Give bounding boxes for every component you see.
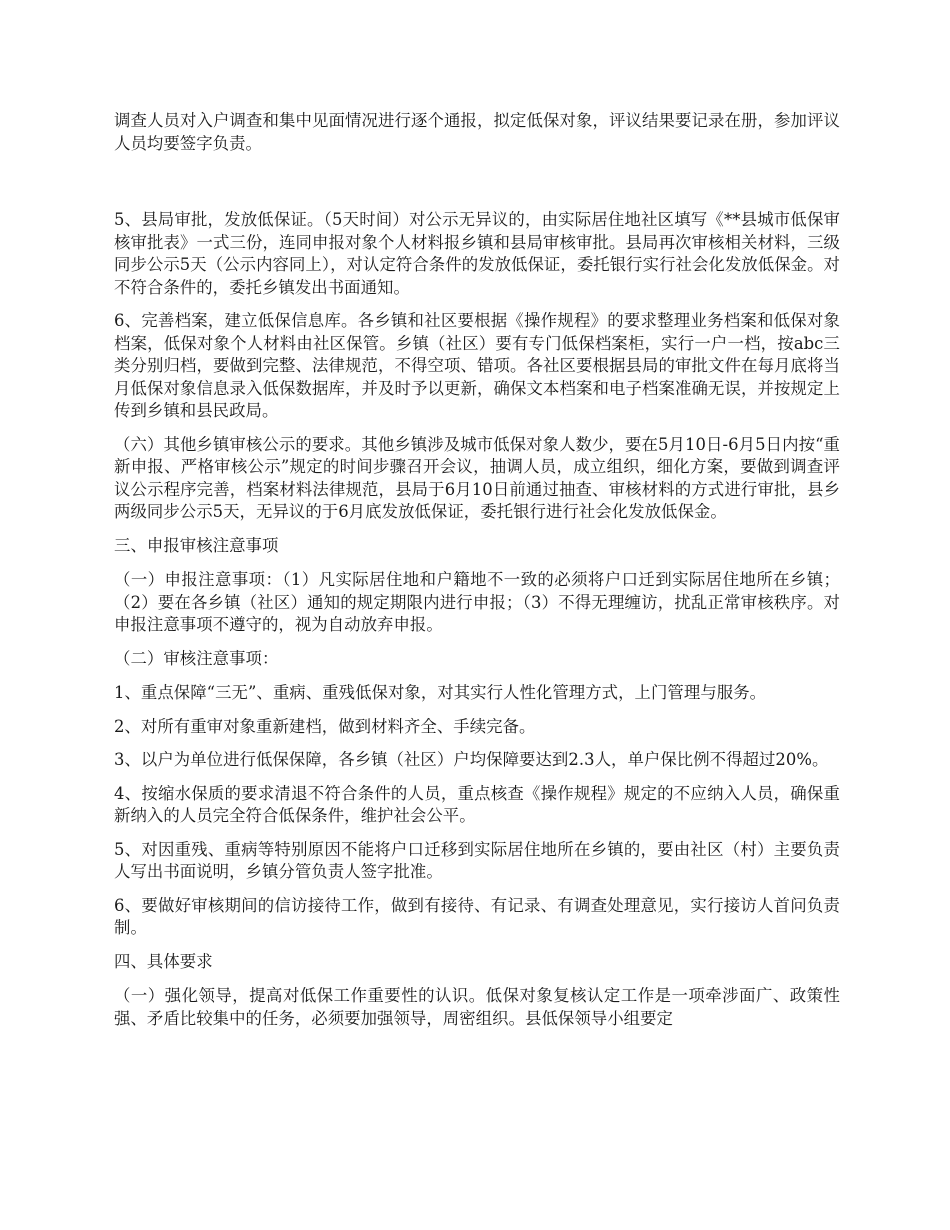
- list-item-review-5: 5、对因重残、重病等特别原因不能将户口迁移到实际居住地所在乡镇的，要由社区（村）主要负责人写出书面说明，乡镇分管负责人签字批准。: [114, 839, 840, 881]
- list-item-review-2: 2、对所有重审对象重新建档，做到材料齐全、手续完备。: [114, 716, 536, 736]
- section-heading-3: 三、申报审核注意事项: [114, 535, 279, 555]
- list-item-review-1: 1、重点保障“三无”、重病、重残低保对象，对其实行人性化管理方式，上门管理与服务。: [114, 683, 767, 702]
- paragraph-step-6-archives: 6、完善档案，建立低保信息库。各乡镇和社区要根据《操作规程》的要求整理业务档案和低保对象档案，低保对象个人材料由社区保管。乡镇（社区）要有专门低保档案柜，实行一户一档，按abc三类分别归档，要做到完整、法律规范，不得空项、错项。各社区要根据县局的审批文件在每月底将当月低保对象信息录入低保数据库，并及时予以更新，确保文本档案和电子档案准确无误，并按规定上传到乡镇和县民政局。: [114, 311, 840, 420]
- list-item-review-4: 4、按缩水保质的要求清退不符合条件的人员，重点核查《操作规程》规定的不应纳入人员，确保重新纳入的人员完全符合低保条件，维护社会公平。: [114, 783, 840, 825]
- paragraph-leadership: （一）强化领导，提高对低保工作重要性的认识。低保对象复核认定工作是一项牵涉面广、政策性强、矛盾比较集中的任务，必须要加强领导，周密组织。县低保领导小组要定: [114, 986, 840, 1028]
- paragraph-survey-notice: 调查人员对入户调查和集中见面情况进行逐个通报，拟定低保对象，评议结果要记录在册，参加评议人员均要签字负责。: [114, 111, 840, 153]
- list-item-review-6: 6、要做好审核期间的信访接待工作，做到有接待、有记录、有调查处理意见，实行接访人首问负责制。: [114, 895, 840, 937]
- list-item-review-3: 3、以户为单位进行低保保障，各乡镇（社区）户均保障要达到2.3人，单户保比例不得超过20%。: [114, 750, 829, 769]
- document-body: [114, 110, 840, 1041]
- paragraph-other-towns-requirements: （六）其他乡镇审核公示的要求。其他乡镇涉及城市低保对象人数少，要在5月10日-6月5日内按“重新申报、严格审核公示”规定的时间步骤召开会议，抽调人员，成立组织，细化方案，要做到调查评议公示程序完善，档案材料法律规范，县局于6月10日前通过抽查、审核材料的方式进行审批，县乡两级同步公示5天，无异议的于6月底发放低保证，委托银行进行社会化发放低保金。: [114, 434, 840, 521]
- paragraph-application-notes: （一）申报注意事项：（1）凡实际居住地和户籍地不一致的必须将户口迁到实际居住地所在乡镇；（2）要在各乡镇（社区）通知的规定期限内进行申报；（3）不得无理缠访，扰乱正常审核秩序。对申报注意事项不遵守的，视为自动放弃申报。: [114, 570, 840, 634]
- paragraph-step-5-county-approval: 5、县局审批，发放低保证。（5天时间）对公示无异议的，由实际居住地社区填写《**县城市低保审核审批表》一式三份，连同申报对象个人材料报乡镇和县局审核审批。县局再次审核相关材料，三级同步公示5天（公示内容同上），对认定符合条件的发放低保证，委托银行实行社会化发放低保金。对不符合条件的，委托乡镇发出书面通知。: [114, 210, 840, 297]
- subheading-review-notes: （二）审核注意事项：: [114, 648, 279, 668]
- section-heading-4: 四、具体要求: [114, 951, 213, 971]
